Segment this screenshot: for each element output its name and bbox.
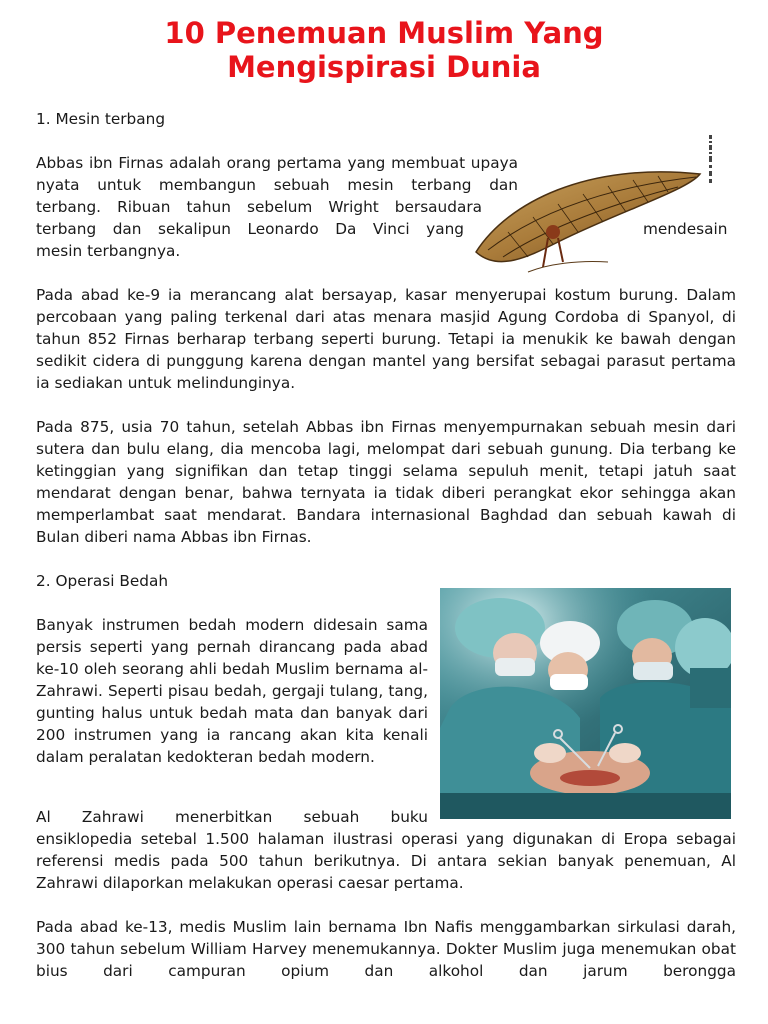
- s1p1-line: Abbas ibn Firnas adalah orang pertama yang membuat upaya: [36, 154, 518, 172]
- section-1-heading: 1. Mesin terbang: [36, 110, 166, 128]
- s1p1-line: terbang dan sekalipun Leonardo Da Vinci yang: [36, 220, 464, 238]
- section-2-heading: 2. Operasi Bedah: [36, 572, 169, 590]
- title-line-1: 10 Penemuan Muslim Yang: [164, 16, 604, 50]
- image-watermark: [708, 135, 715, 190]
- s1p1-line: mesin terbangnya.: [36, 242, 181, 260]
- s1p1-line: nyata untuk membangun sebuah mesin terbang dan: [36, 176, 518, 194]
- s1p1-line: terbang. Ribuan tahun sebelum Wright bersaudara: [36, 198, 482, 216]
- page-title: [0, 16, 768, 84]
- section-2-paragraph-3: Pada abad ke-13, medis Muslim lain bernama Ibn Nafis menggambarkan sirkulasi darah, 300 tahun sebelum William Harvey menemukannya. Dokter Muslim juga menemukan obat bius dari campuran opium dan alkohol dan jarum berongga: [36, 918, 736, 980]
- section-2-paragraph-2-first-line: Al Zahrawi menerbitkan sebuah buku: [36, 808, 428, 826]
- flying-machine-image: [468, 132, 708, 282]
- section-2-paragraph-1: Banyak instrumen bedah modern didesain sama persis seperti yang pernah dirancang pada abad ke-10 oleh seorang ahli bedah Muslim bernama al-Zahrawi. Seperti pisau bedah, gergaji tulang, tang, gunting halus untuk bedah mata dan banyak dari 200 instrumen yang ia rancang akan kita kenali dalam peralatan kedokteran bedah modern.: [36, 616, 428, 766]
- section-1-paragraph-3: Pada 875, usia 70 tahun, setelah Abbas ibn Firnas menyempurnakan sebuah mesin dari sutera dan bulu elang, dia mencoba lagi, melompat dari sebuah gunung. Dia terbang ke ketinggian yang signifikan dan tetap tinggi selama sepuluh menit, tetapi jatuh saat mendarat dengan benar, bahwa ternyata ia tidak diberi perangkat ekor sehingga akan memperlambat saat mendarat. Bandara internasional Baghdad dan sebuah kawah di Bulan diberi nama Abbas ibn Firnas.: [36, 418, 736, 546]
- title-line-2: Mengispirasi Dunia: [227, 50, 541, 84]
- section-1-paragraph-2: Pada abad ke-9 ia merancang alat bersayap, kasar menyerupai kostum burung. Dalam percobaan yang paling terkenal dari atas menara masjid Agung Cordoba di Spanyol, di tahun 852 Firnas berharap terbang seperti burung. Tetapi ia menukik ke bawah dengan sedikit cidera di punggung karena dengan mantel yang bersifat sebagai parasut pertama ia sediakan untuk melindunginya.: [36, 286, 736, 392]
- surgery-photo: [440, 588, 731, 819]
- s1p1-line: mendesain: [643, 220, 728, 238]
- section-2-paragraph-2: ensiklopedia setebal 1.500 halaman ilustrasi operasi yang digunakan di Eropa sebagai referensi medis pada 500 tahun berikutnya. Di antara sekian banyak penemuan, Al Zahrawi dilaporkan melakukan operasi caesar pertama.: [36, 830, 736, 892]
